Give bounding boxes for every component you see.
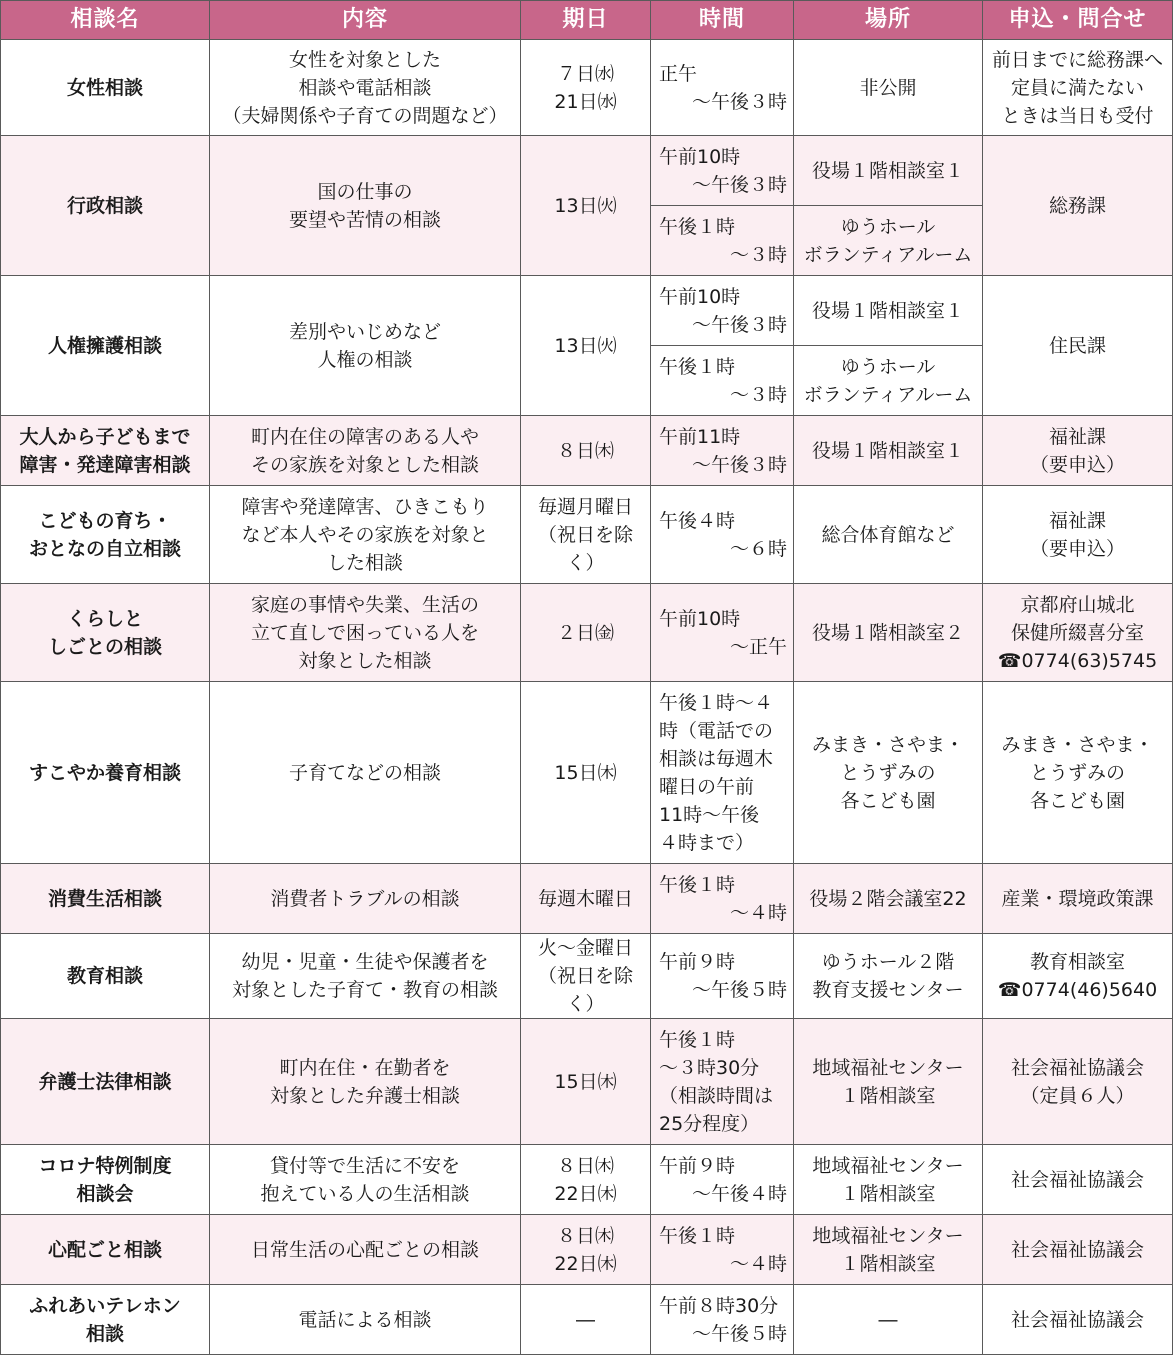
cell-line: 保健所綴喜分室 [1010, 621, 1144, 644]
cell-line: ８日㈭ [556, 1154, 614, 1177]
table-row [1, 1215, 1173, 1285]
cell-line: （要申込） [1029, 453, 1125, 476]
cell-name [1, 1285, 210, 1355]
cell-line: 心配ごと相談 [47, 1238, 162, 1261]
cell-line: 教育相談 [66, 965, 143, 987]
cell-line: コロナ特例制度 [38, 1154, 172, 1177]
cell-line: 対象とした相談 [298, 649, 432, 672]
cell-line: （夫婦関係や子育ての問題など） [222, 104, 508, 127]
header-date: 期日 [521, 1, 651, 40]
cell-line: 福祉課 [1048, 509, 1106, 532]
cell-line: 各こども園 [1029, 789, 1125, 812]
cell-place [794, 40, 983, 136]
cell-name [1, 486, 210, 584]
cell-time [651, 40, 794, 136]
cell-line: ゆうホール [840, 215, 936, 238]
cell-line: 毎週木曜日 [537, 887, 633, 910]
cell-line: 住民課 [1048, 334, 1106, 357]
cell-line: ～午後３時 [691, 90, 787, 113]
cell-line: 立て直しで困っている人を [250, 621, 479, 644]
cell-content [210, 1215, 521, 1285]
cell-line: （定員６人） [1020, 1084, 1135, 1107]
cell-place [794, 206, 983, 276]
cell-place [794, 682, 983, 864]
cell-line: 各こども園 [840, 789, 936, 812]
cell-line: ☎0774(63)5745 [997, 649, 1158, 672]
cell-line: など本人やその家族を対象と [241, 523, 489, 546]
cell-name [1, 1019, 210, 1145]
cell-contact [983, 1145, 1173, 1215]
table-row [1, 276, 1173, 346]
cell-line: 午後１時 [659, 215, 736, 238]
cell-line: （祝日を除く） [537, 523, 633, 574]
cell-line: 地域福祉センター [812, 1056, 964, 1079]
cell-line: とうずみの [840, 761, 936, 784]
cell-line: ☎0774(46)5640 [997, 979, 1158, 1001]
cell-date [521, 1215, 651, 1285]
cell-line: 日常生活の心配ごとの相談 [250, 1238, 479, 1261]
cell-line: ～３時 [729, 383, 787, 406]
cell-place [794, 276, 983, 346]
cell-contact [983, 934, 1173, 1019]
cell-line: ゆうホール [840, 355, 936, 378]
table-row [1, 136, 1173, 206]
cell-line: とうずみの [1029, 761, 1125, 784]
cell-line: 地域福祉センター [812, 1154, 964, 1177]
cell-line: 消費生活相談 [47, 887, 162, 910]
cell-line: ８日㈭ [556, 439, 614, 462]
cell-line: 障害や発達障害、ひきこもり [241, 495, 489, 518]
header-name: 相談名 [1, 1, 210, 40]
cell-line: 午後１時 [659, 1224, 736, 1247]
cell-name [1, 934, 210, 1019]
cell-line: くらしと [66, 607, 143, 630]
table-row [1, 864, 1173, 934]
cell-line: ～午後３時 [691, 173, 787, 196]
cell-content [210, 276, 521, 416]
cell-line: 社会福祉協議会 [1010, 1056, 1144, 1079]
cell-content [210, 1285, 521, 1355]
cell-line: １階相談室 [840, 1252, 936, 1275]
cell-name [1, 682, 210, 864]
cell-line: 定員に満たない [1010, 76, 1144, 99]
cell-date [521, 40, 651, 136]
cell-line: 午後１時 [659, 355, 736, 378]
cell-line: 役場１階相談室２ [811, 621, 964, 644]
cell-line: 前日までに総務課へ [991, 48, 1163, 71]
cell-line: ～３時30分 [659, 1056, 760, 1079]
header-contact: 申込・問合せ [983, 1, 1173, 40]
cell-contact [983, 136, 1173, 276]
cell-line: 弁護士法律相談 [38, 1070, 172, 1093]
cell-line: 福祉課 [1048, 425, 1106, 448]
cell-line: みまき・さやま・ [1001, 733, 1154, 756]
cell-line: ～３時 [729, 243, 787, 266]
table-body [1, 40, 1173, 1355]
cell-line: 15日㈭ [554, 761, 617, 784]
cell-line: 差別やいじめなど [288, 320, 441, 343]
cell-line: こどもの育ち・ [38, 509, 172, 532]
cell-time [651, 864, 794, 934]
cell-name [1, 864, 210, 934]
cell-place [794, 1145, 983, 1215]
cell-line: ～６時 [729, 537, 787, 560]
cell-place [794, 934, 983, 1019]
cell-time [651, 584, 794, 682]
cell-place [794, 1215, 983, 1285]
table-row [1, 40, 1173, 136]
cell-line: 午後４時 [659, 509, 736, 532]
cell-line: 抱えている人の生活相談 [260, 1182, 470, 1205]
cell-name [1, 584, 210, 682]
cell-line: 相談 [85, 1322, 124, 1345]
cell-line: ７日㈬ [556, 62, 614, 85]
cell-content [210, 864, 521, 934]
cell-line: しごとの相談 [47, 635, 162, 658]
cell-line: 総合体育館など [821, 523, 955, 546]
cell-line: 曜日の午前 [659, 775, 755, 798]
cell-time [651, 206, 794, 276]
cell-line: 地域福祉センター [812, 1224, 964, 1247]
cell-line: ～４時 [729, 1252, 787, 1275]
cell-line: ～午後５時 [691, 1322, 787, 1345]
cell-time [651, 1215, 794, 1285]
cell-date [521, 1019, 651, 1145]
cell-content [210, 40, 521, 136]
cell-content [210, 416, 521, 486]
cell-line: ２日㈮ [556, 621, 614, 644]
cell-line: 火～金曜日 [537, 937, 633, 959]
cell-line: ― [878, 1308, 898, 1331]
cell-time [651, 136, 794, 206]
cell-date [521, 934, 651, 1019]
table-row [1, 584, 1173, 682]
cell-content [210, 934, 521, 1019]
cell-content [210, 1019, 521, 1145]
cell-line: ～午後５時 [691, 979, 787, 1001]
cell-line: 毎週月曜日 [537, 495, 633, 518]
cell-line: 相談会 [76, 1182, 134, 1205]
cell-line: 対象とした弁護士相談 [269, 1084, 460, 1107]
cell-line: 幼児・児童・生徒や保護者を [241, 951, 489, 973]
cell-line: した相談 [326, 551, 403, 574]
cell-line: ― [576, 1308, 595, 1331]
cell-line: （祝日を除く） [537, 965, 633, 1015]
cell-time [651, 682, 794, 864]
cell-line: 人権の相談 [317, 348, 413, 371]
cell-time [651, 934, 794, 1019]
cell-line: 役場１階相談室１ [811, 299, 964, 322]
cell-time [651, 486, 794, 584]
cell-line: （相談時間は [659, 1084, 774, 1107]
table-row [1, 1019, 1173, 1145]
cell-line: 13日㈫ [554, 334, 617, 357]
table-row [1, 486, 1173, 584]
cell-place [794, 864, 983, 934]
cell-line: 役場１階相談室１ [811, 159, 964, 182]
cell-line: 午後１時～４ [659, 691, 774, 714]
cell-time [651, 276, 794, 346]
cell-line: 午前10時 [659, 607, 741, 630]
cell-line: 正午 [659, 62, 698, 85]
cell-date [521, 584, 651, 682]
cell-line: 対象とした子育て・教育の相談 [231, 979, 498, 1001]
cell-line: （要申込） [1029, 537, 1125, 560]
cell-line: 社会福祉協議会 [1010, 1168, 1144, 1191]
cell-date [521, 864, 651, 934]
cell-line: 子育てなどの相談 [288, 761, 441, 784]
cell-line: 午前11時 [659, 425, 741, 448]
table-row [1, 1285, 1173, 1355]
cell-line: 総務課 [1048, 194, 1106, 217]
cell-contact [983, 682, 1173, 864]
cell-contact [983, 1215, 1173, 1285]
cell-line: 25分程度） [659, 1112, 760, 1135]
cell-line: 町内在住・在勤者を [279, 1056, 451, 1079]
cell-line: 役場１階相談室１ [811, 439, 964, 462]
cell-line: 11時～午後 [659, 803, 760, 826]
cell-line: 産業・環境政策課 [1001, 887, 1154, 910]
cell-time [651, 1285, 794, 1355]
cell-line: 女性相談 [66, 76, 143, 99]
header-time: 時間 [651, 1, 794, 40]
cell-line: 時（電話での [659, 719, 774, 742]
cell-line: 行政相談 [66, 194, 143, 217]
cell-line: ８日㈭ [556, 1224, 614, 1247]
header-row [1, 1, 1173, 40]
cell-line: 21日㈬ [554, 90, 617, 113]
cell-contact [983, 864, 1173, 934]
cell-name [1, 276, 210, 416]
cell-name [1, 1145, 210, 1215]
table-row [1, 1145, 1173, 1215]
cell-line: ～午後３時 [691, 453, 787, 476]
cell-line: 22日㈭ [554, 1252, 617, 1275]
cell-date [521, 486, 651, 584]
cell-line: 22日㈭ [554, 1182, 617, 1205]
cell-line: 午前８時30分 [659, 1294, 779, 1317]
cell-place [794, 584, 983, 682]
cell-line: 午前９時 [659, 1154, 736, 1177]
cell-place [794, 136, 983, 206]
cell-time [651, 1145, 794, 1215]
cell-line: 消費者トラブルの相談 [270, 887, 460, 910]
cell-line: ゆうホール２階 [821, 951, 955, 973]
cell-line: 電話による相談 [298, 1308, 432, 1331]
cell-line: 13日㈫ [554, 194, 617, 217]
cell-line: 役場２階会議室22 [809, 887, 967, 910]
cell-contact [983, 40, 1173, 136]
cell-place [794, 1285, 983, 1355]
cell-line: 午後１時 [659, 1028, 736, 1051]
cell-line: ふれあいテレホン [29, 1294, 181, 1317]
cell-line: ときは当日も受付 [1001, 104, 1154, 127]
cell-line: ～午後４時 [691, 1182, 787, 1205]
cell-line: 要望や苦情の相談 [288, 208, 441, 231]
cell-line: 午前９時 [659, 951, 736, 973]
cell-line: 午後１時 [659, 873, 736, 896]
cell-place [794, 486, 983, 584]
cell-content [210, 1145, 521, 1215]
cell-line: ボランティアルーム [803, 383, 973, 406]
cell-time [651, 346, 794, 416]
table-row [1, 934, 1173, 1019]
cell-date [521, 276, 651, 416]
cell-line: 町内在住の障害のある人や [250, 425, 479, 448]
cell-line: 教育相談室 [1029, 951, 1125, 973]
header-content: 内容 [210, 1, 521, 40]
cell-content [210, 486, 521, 584]
cell-contact [983, 1019, 1173, 1145]
cell-date [521, 416, 651, 486]
cell-time [651, 416, 794, 486]
cell-place [794, 416, 983, 486]
cell-content [210, 136, 521, 276]
cell-line: ～午後３時 [691, 313, 787, 336]
cell-date [521, 136, 651, 276]
cell-contact [983, 276, 1173, 416]
cell-date [521, 682, 651, 864]
cell-line: １階相談室 [840, 1182, 936, 1205]
cell-line: ～正午 [729, 635, 787, 658]
cell-time [651, 1019, 794, 1145]
cell-line: 午前10時 [659, 285, 741, 308]
cell-place [794, 1019, 983, 1145]
cell-line: みまき・さやま・ [811, 733, 964, 756]
cell-contact [983, 416, 1173, 486]
cell-line: 大人から子どもまで [19, 425, 191, 448]
cell-line: 家庭の事情や失業、生活の [250, 593, 479, 616]
cell-line: 社会福祉協議会 [1010, 1308, 1144, 1331]
cell-line: 相談や電話相談 [298, 76, 432, 99]
cell-line: 教育支援センター [812, 979, 964, 1001]
cell-line: ～４時 [729, 901, 787, 924]
cell-contact [983, 486, 1173, 584]
cell-name [1, 416, 210, 486]
cell-line: 15日㈭ [554, 1070, 617, 1093]
table-row [1, 682, 1173, 864]
cell-line: ボランティアルーム [803, 243, 973, 266]
cell-name [1, 136, 210, 276]
cell-line: 障害・発達障害相談 [19, 453, 191, 476]
cell-name [1, 40, 210, 136]
table-row [1, 416, 1173, 486]
cell-line: 非公開 [859, 76, 917, 99]
cell-content [210, 584, 521, 682]
cell-line: 京都府山城北 [1020, 593, 1135, 616]
cell-line: 国の仕事の [317, 180, 413, 203]
cell-date [521, 1285, 651, 1355]
cell-line: すこやか養育相談 [28, 761, 181, 784]
cell-name [1, 1215, 210, 1285]
cell-line: １階相談室 [840, 1084, 936, 1107]
header-place: 場所 [794, 1, 983, 40]
cell-line: おとなの自立相談 [28, 537, 181, 560]
cell-place [794, 346, 983, 416]
cell-line: その家族を対象とした相談 [250, 453, 479, 476]
cell-date [521, 1145, 651, 1215]
cell-line: 午前10時 [659, 145, 741, 168]
cell-content [210, 682, 521, 864]
cell-line: 相談は毎週木 [659, 747, 774, 770]
cell-line: 女性を対象とした [288, 48, 441, 71]
cell-contact [983, 1285, 1173, 1355]
cell-line: 人権擁護相談 [47, 334, 162, 357]
cell-contact [983, 584, 1173, 682]
cell-line: 社会福祉協議会 [1010, 1238, 1144, 1261]
cell-line: 貸付等で生活に不安を [269, 1154, 460, 1177]
cell-line: ４時まで） [659, 831, 755, 854]
